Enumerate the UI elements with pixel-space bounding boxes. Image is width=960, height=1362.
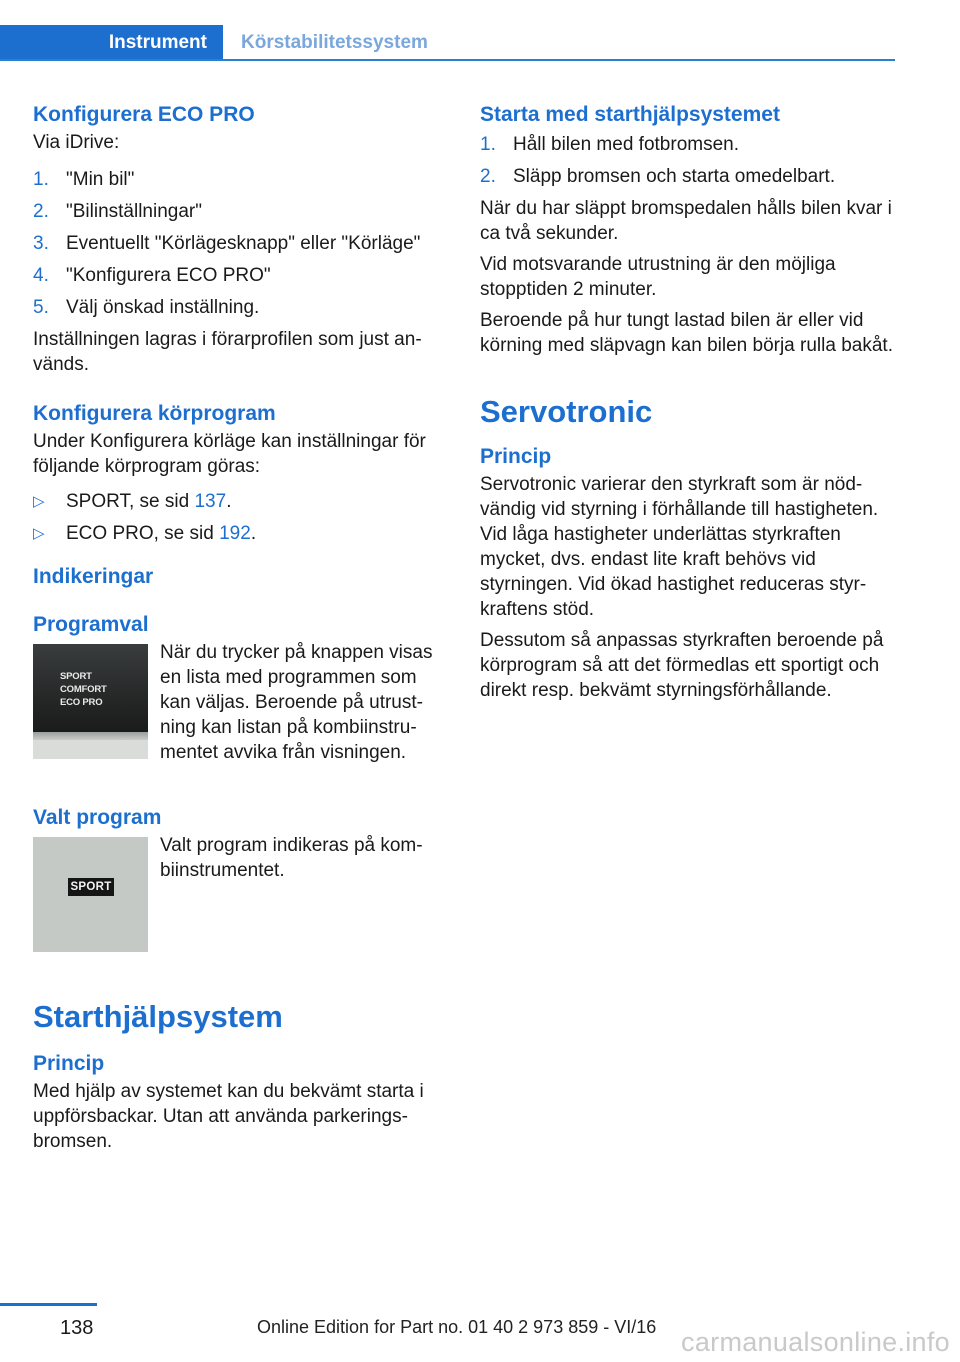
list-item: 2. "Bilinställningar" (33, 201, 202, 222)
list-item: 1. Håll bilen med fotbromsen. (480, 134, 739, 155)
selected-program-display-image: SPORT (33, 837, 148, 952)
page-number: 138 (60, 1317, 94, 1339)
triangle-bullet-icon: ▷ (33, 525, 45, 542)
right-column (480, 100, 895, 709)
programval-figure-row (33, 644, 447, 765)
programval-heading: Programval (33, 613, 149, 636)
program-list-display-image: SPORT COMFORT ECO PRO (33, 644, 148, 759)
page-link-192[interactable]: 192 (219, 523, 251, 544)
starta-paragraph-3: Beroende på hur tungt lastad bilen är eller vid körning med släpvagn kan bilen börja rulla bakåt. (480, 310, 893, 356)
korprogram-heading: Konfigurera körprogram (33, 402, 276, 425)
valt-program-heading: Valt program (33, 806, 162, 829)
servotronic-heading: Servotronic (480, 394, 653, 429)
left-column (33, 100, 447, 1160)
starta-heading: Starta med starthjälpsystemet (480, 103, 780, 126)
section-tab-korstabilitet[interactable]: Körstabilitetssystem (241, 32, 428, 53)
servotronic-paragraph-2: Dessutom så anpassas styrkraften beroende på körprogram så att det förmedlas ett sportigt och direkt resp. bekvämt styrningsförhållande. (480, 630, 884, 701)
list-item: 1. "Min bil" (33, 169, 135, 190)
list-item: ▷ SPORT, se sid 137. (33, 491, 232, 512)
page-number-rule (0, 1303, 97, 1306)
list-item: 5. Välj önskad inställning. (33, 297, 260, 318)
programval-text: När du trycker på knappen visas en lista med programmen som kan väljas. Beroende på utrustning kan listan på kombiinstrumentet avvika från visningen. (160, 642, 433, 763)
princip-text: Med hjälp av systemet kan du bekvämt starta i uppförsbackar. Utan att använda parkeringsbromsen. (33, 1081, 424, 1152)
valt-program-figure-row (33, 837, 447, 952)
eco-pro-note: Inställningen lagras i förarprofilen som just används. (33, 329, 422, 375)
valt-program-text: Valt program indikeras på kombiinstrumentet. (160, 835, 423, 881)
indikeringar-heading: Indikeringar (33, 565, 154, 588)
list-item: ▷ ECO PRO, se sid 192. (33, 523, 257, 544)
servotronic-paragraph-1: Servotronic varierar den styrkraft som är nödvändig vid styrning i förhållande till hastigheten. Vid låga hastigheter underlättas styrkraften mycket, dvs. endast lite kraft behövs vid styrningen. Vid ökad hastighet reduceras styrkraftens stöd. (480, 474, 879, 620)
starta-paragraph-2: Vid motsvarande utrustning är den möjliga stopptiden 2 minuter. (480, 254, 836, 300)
page-link-137[interactable]: 137 (194, 491, 227, 512)
edition-footer: Online Edition for Part no. 01 40 2 973 859 - VI/16 (257, 1317, 657, 1337)
korprogram-intro: Under Konfigurera körläge kan inställningar för följande körprogram göras: (33, 431, 426, 477)
list-item: 4. "Konfigurera ECO PRO" (33, 265, 271, 286)
starta-paragraph-1: När du har släppt bromspedalen hålls bilen kvar i ca två sekunder. (480, 198, 892, 244)
princip-heading: Princip (33, 1052, 105, 1075)
page-header (0, 25, 895, 61)
starta-steps (480, 132, 895, 189)
eco-pro-heading: Konfigurera ECO PRO (33, 103, 255, 126)
starthjalpsystem-heading: Starthjälpsystem (33, 999, 283, 1034)
servotronic-princip-heading: Princip (480, 445, 552, 468)
section-tab-instrument[interactable]: Instrument (0, 25, 223, 61)
eco-pro-intro: Via iDrive: (33, 132, 120, 153)
korprogram-list (33, 489, 447, 546)
header-rule (0, 59, 895, 61)
eco-pro-steps (33, 167, 447, 320)
watermark: carmanualsonline.info (681, 1327, 950, 1357)
list-item: 2. Släpp bromsen och starta omedelbart. (480, 166, 836, 187)
list-item: 3. Eventuellt "Körlägesknapp" eller "Körläge" (33, 233, 421, 254)
triangle-bullet-icon: ▷ (33, 493, 45, 510)
